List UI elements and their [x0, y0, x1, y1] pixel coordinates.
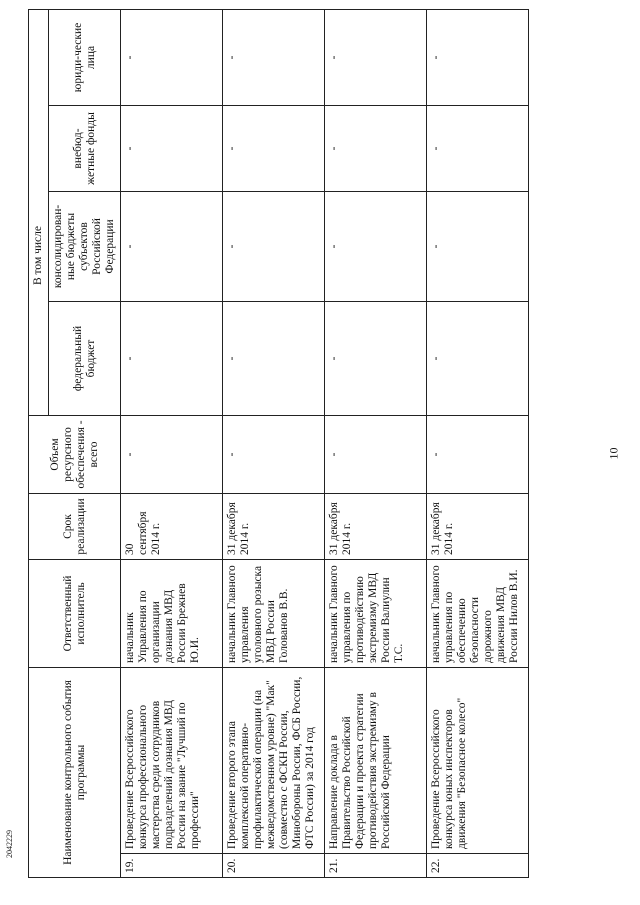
responsible: начальник Управления по организации дознания МВД России Брежнев Ю.И. [121, 559, 223, 667]
federal-budget: - [325, 301, 427, 415]
legal-entities: - [121, 9, 223, 105]
volume-total: - [223, 415, 325, 493]
federal-budget: - [427, 301, 529, 415]
deadline: 31 декабря 2014 г. [325, 493, 427, 559]
row-number: 21. [325, 854, 427, 878]
event-name: Проведение Всероссийского конкурса профессионального мастерства среди сотрудников подразделений дознания МВД России на звание "Лучший по профессии" [121, 667, 223, 853]
federal-budget: - [121, 301, 223, 415]
row-number: 20. [223, 854, 325, 878]
deadline: 30 сентября 2014 г. [121, 493, 223, 559]
responsible: начальник Главного управления уголовного розыска МВД России Голованов В.В. [223, 559, 325, 667]
header-row-top [29, 9, 49, 877]
header-responsible: Ответственный исполнитель [29, 559, 121, 667]
header-legal-entities: юриди-ческие лица [49, 9, 121, 105]
page-number: 10 [606, 447, 621, 460]
header-regional-budgets: консолидирован-ные бюджеты субъектов Российской Федерации [49, 191, 121, 301]
offbudget-funds: - [223, 105, 325, 191]
legal-entities: - [427, 9, 529, 105]
deadline: 31 декабря 2014 г. [223, 493, 325, 559]
offbudget-funds: - [325, 105, 427, 191]
offbudget-funds: - [427, 105, 529, 191]
deadline: 31 декабря 2014 г. [427, 493, 529, 559]
legal-entities: - [325, 9, 427, 105]
event-name: Проведение второго этапа комплексной оперативно-профилактической операции (на межведомственном уровне) "Мак" (совместно с ФСКН России, Минобороны России, ФСБ России, ФТС России) за 2014 год [223, 667, 325, 853]
regional-budgets: - [427, 191, 529, 301]
header-federal-budget: федеральный бюджет [49, 301, 121, 415]
row-number: 19. [121, 854, 223, 878]
program-events-table [28, 9, 529, 878]
federal-budget: - [223, 301, 325, 415]
responsible: начальник Главного управления по обеспечению безопасности дорожного движения МВД России Нилов В.И. [427, 559, 529, 667]
regional-budgets: - [223, 191, 325, 301]
document-code: 2042229 [5, 830, 14, 858]
header-offbudget-funds: внебюд-жетные фонды [49, 105, 121, 191]
header-event-name: Наименование контрольного события программы [29, 667, 121, 877]
header-volume-total: Объем ресурсного обеспечения - всего [29, 415, 121, 493]
legal-entities: - [223, 9, 325, 105]
table-row [223, 9, 325, 877]
volume-total: - [325, 415, 427, 493]
table-row [427, 9, 529, 877]
rotated-table-sheet [28, 10, 628, 878]
event-name: Проведение Всероссийского конкурса юных инспекторов движения "Безопасное колесо" [427, 667, 529, 853]
table-row [325, 9, 427, 877]
offbudget-funds: - [121, 105, 223, 191]
header-including: В том числе [29, 9, 49, 415]
regional-budgets: - [325, 191, 427, 301]
row-number: 22. [427, 854, 529, 878]
regional-budgets: - [121, 191, 223, 301]
volume-total: - [427, 415, 529, 493]
responsible: начальник Главного управления по противодействию экстремизму МВД России Валиулин Т.С. [325, 559, 427, 667]
volume-total: - [121, 415, 223, 493]
table-row [121, 9, 223, 877]
header-deadline: Срок реализации [29, 493, 121, 559]
event-name: Направление доклада в Правительство Российской Федерации и проекта стратегии противодействия экстремизму в Российской Федерации [325, 667, 427, 853]
